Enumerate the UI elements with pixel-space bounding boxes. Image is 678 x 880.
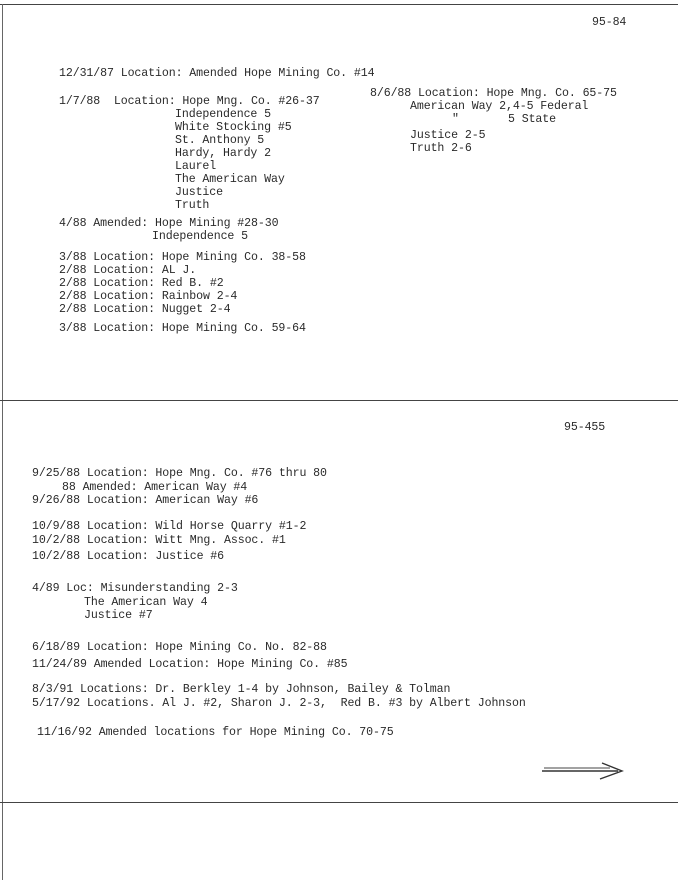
card1-entry-7: 2/88 Location: Rainbow 2-4 xyxy=(59,290,238,303)
card1-entry-2-item: White Stocking #5 xyxy=(175,121,292,134)
card2-entry-5: 10/2/88 Location: Witt Mng. Assoc. #1 xyxy=(32,534,286,547)
card1-entry-6: 2/88 Location: Red B. #2 xyxy=(59,277,224,290)
left-border xyxy=(2,4,3,880)
card1-entry-2-item: Hardy, Hardy 2 xyxy=(175,147,272,160)
card-divider xyxy=(0,400,678,401)
card2-entry-3: 9/26/88 Location: American Way #6 xyxy=(32,494,259,507)
card2-entry-1: 9/25/88 Location: Hope Mng. Co. #76 thru 80 xyxy=(32,467,327,480)
card2-entry-10: 8/3/91 Locations: Dr. Berkley 1-4 by Johnson, Bailey & Tolman xyxy=(32,683,451,696)
card1-number: 95-84 xyxy=(592,16,627,29)
arrow-icon xyxy=(538,755,628,785)
card2-entry-2: 88 Amended: American Way #4 xyxy=(62,481,248,494)
card1-entry-2-item: St. Anthony 5 xyxy=(175,134,265,147)
card1-right-entry-2: American Way 2,4-5 Federal xyxy=(410,100,589,113)
card1-entry-1: 12/31/87 Location: Amended Hope Mining Co. #14 xyxy=(59,67,375,80)
card1-entry-2-item: Independence 5 xyxy=(175,108,272,121)
card2-entry-6: 10/2/88 Location: Justice #6 xyxy=(32,550,225,563)
card1-entry-2-item: Truth xyxy=(175,199,210,212)
card1-right-entry-5: Truth 2-6 xyxy=(410,142,472,155)
card2-entry-12: 11/16/92 Amended locations for Hope Mining Co. 70-75 xyxy=(37,726,394,739)
card1-entry-2-item: Justice xyxy=(175,186,224,199)
card1-entry-3: 4/88 Amended: Hope Mining #28-30 xyxy=(59,217,279,230)
card1-top-border xyxy=(0,4,678,5)
card2-entry-7: 4/89 Loc: Misunderstanding 2-3 xyxy=(32,582,238,595)
card1-right-entry-1: 8/6/88 Location: Hope Mng. Co. 65-75 xyxy=(370,87,617,100)
card1-entry-2-item: The American Way xyxy=(175,173,285,186)
card2-entry-7-item: The American Way 4 xyxy=(84,596,208,609)
card2-entry-7-item: Justice #7 xyxy=(84,609,153,622)
card2-entry-9: 11/24/89 Amended Location: Hope Mining Co. #85 xyxy=(32,658,348,671)
card1-entry-9: 3/88 Location: Hope Mining Co. 59-64 xyxy=(59,322,306,335)
card2-number: 95-455 xyxy=(564,421,606,434)
card2-bottom-border xyxy=(0,802,678,803)
card1-entry-3-item: Independence 5 xyxy=(152,230,249,243)
card1-entry-4: 3/88 Location: Hope Mining Co. 38-58 xyxy=(59,251,306,264)
card2-entry-4: 10/9/88 Location: Wild Horse Quarry #1-2 xyxy=(32,520,307,533)
card1-entry-2-item: Laurel xyxy=(175,160,217,173)
card1-entry-5: 2/88 Location: AL J. xyxy=(59,264,197,277)
card1-right-entry-3: 5 State xyxy=(508,113,557,126)
card1-right-ditto: " xyxy=(452,113,459,126)
card1-entry-2: 1/7/88 Location: Hope Mng. Co. #26-37 xyxy=(59,95,320,108)
card2-entry-8: 6/18/89 Location: Hope Mining Co. No. 82-88 xyxy=(32,641,327,654)
card1-entry-8: 2/88 Location: Nugget 2-4 xyxy=(59,303,231,316)
card2-entry-11: 5/17/92 Locations. Al J. #2, Sharon J. 2-3, Red B. #3 by Albert Johnson xyxy=(32,697,526,710)
card1-right-entry-4: Justice 2-5 xyxy=(410,129,486,142)
